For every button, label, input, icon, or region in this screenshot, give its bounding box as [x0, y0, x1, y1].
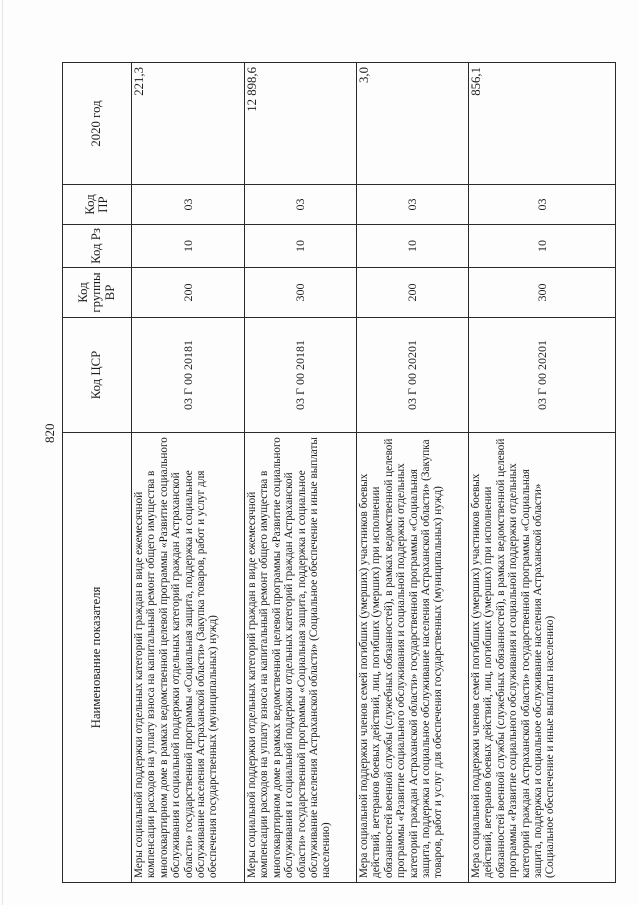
- header-pr-code: Код ПР: [63, 185, 132, 225]
- row-rz-code: 10: [357, 225, 469, 268]
- row-description: Мера социальной поддержки членов семей погибших (умерших) участников боевых действий, ветеранов боевых действий, лиц, погибших (умерших) при исполнении обязанностей военной службы (служебных обязанностей), в рамках ведомственной целевой программы «Развитие социального обслуживания и социальной поддержки отдельных категорий граждан Астраханской области» государственной программы «Социальная защита, поддержка и социальное обслуживание населения Астраханской области» (Социальное обеспечение и иные выплаты населению): [469, 433, 616, 883]
- row-csr-code: 03 Г 00 20201: [357, 318, 469, 433]
- row-rz-code: 10: [469, 225, 616, 268]
- row-csr-code: 03 Г 00 20181: [245, 318, 357, 433]
- row-amount: 12 898,6: [245, 63, 357, 185]
- budget-table-rotated: [62, 63, 610, 883]
- row-pr-code: 03: [132, 185, 245, 225]
- header-indicator-name: Наименование показателя: [63, 433, 132, 883]
- budget-table: [62, 62, 616, 883]
- table-row: [132, 63, 245, 883]
- row-description: Меры социальной поддержки отдельных категорий граждан в виде ежемесячной компенсации расходов на уплату взноса на капитальный ремонт общего имущества в многоквартирном доме в рамках ведомственной целевой программы «Развитие социального обслуживания и социальной поддержки отдельных категорий граждан Астраханской области» государственной программы «Социальная защита, поддержка и социальное обслуживание населения Астраханской области» (Социальное обеспечение и иные выплаты населению): [245, 433, 357, 883]
- row-rz-code: 10: [245, 225, 357, 268]
- row-pr-code: 03: [469, 185, 616, 225]
- scan-edge-line: [2, 0, 3, 905]
- header-vr-group-code: Код группы ВР: [63, 268, 132, 318]
- row-amount: 221,3: [132, 63, 245, 185]
- row-description: Меры социальной поддержки отдельных категорий граждан в виде ежемесячной компенсации расходов на уплату взноса на капитальный ремонт общего имущества в многоквартирном доме в рамках ведомственной целевой программы «Развитие социального обслуживания и социальной поддержки отдельных категорий граждан Астраханской области» государственной программы «Социальная защита, поддержка и социальное обслуживание населения Астраханской области» (Закупка товаров, работ и услуг для обеспечения государственных (муниципальных) нужд): [132, 433, 245, 883]
- table-row: [357, 63, 469, 883]
- row-pr-code: 03: [245, 185, 357, 225]
- row-vr-code: 200: [357, 268, 469, 318]
- row-amount: 3,0: [357, 63, 469, 185]
- header-year-2020: 2020 год: [63, 63, 132, 185]
- row-description: Мера социальной поддержки членов семей погибших (умерших) участников боевых действий, ветеранов боевых действий, лиц, погибших (умерших) при исполнении обязанностей военной службы (служебных обязанностей), в рамках ведомственной целевой программы «Развитие социального обслуживания и социальной поддержки отдельных категорий граждан Астраханской области» государственной программы «Социальная защита, поддержка и социальное обслуживание населения Астраханской области» (Закупка товаров, работ и услуг для обеспечения государственных (муниципальных) нужд): [357, 433, 469, 883]
- page-number: 820: [42, 423, 57, 443]
- table-row: [469, 63, 616, 883]
- table-row: [245, 63, 357, 883]
- row-csr-code: 03 Г 00 20201: [469, 318, 616, 433]
- header-rz-code: Код Рз: [63, 225, 132, 268]
- row-vr-code: 200: [132, 268, 245, 318]
- row-pr-code: 03: [357, 185, 469, 225]
- row-csr-code: 03 Г 00 20181: [132, 318, 245, 433]
- header-csr-code: Код ЦСР: [63, 318, 132, 433]
- row-vr-code: 300: [469, 268, 616, 318]
- row-vr-code: 300: [245, 268, 357, 318]
- row-amount: 856,1: [469, 63, 616, 185]
- row-rz-code: 10: [132, 225, 245, 268]
- table-header-row: [63, 63, 132, 883]
